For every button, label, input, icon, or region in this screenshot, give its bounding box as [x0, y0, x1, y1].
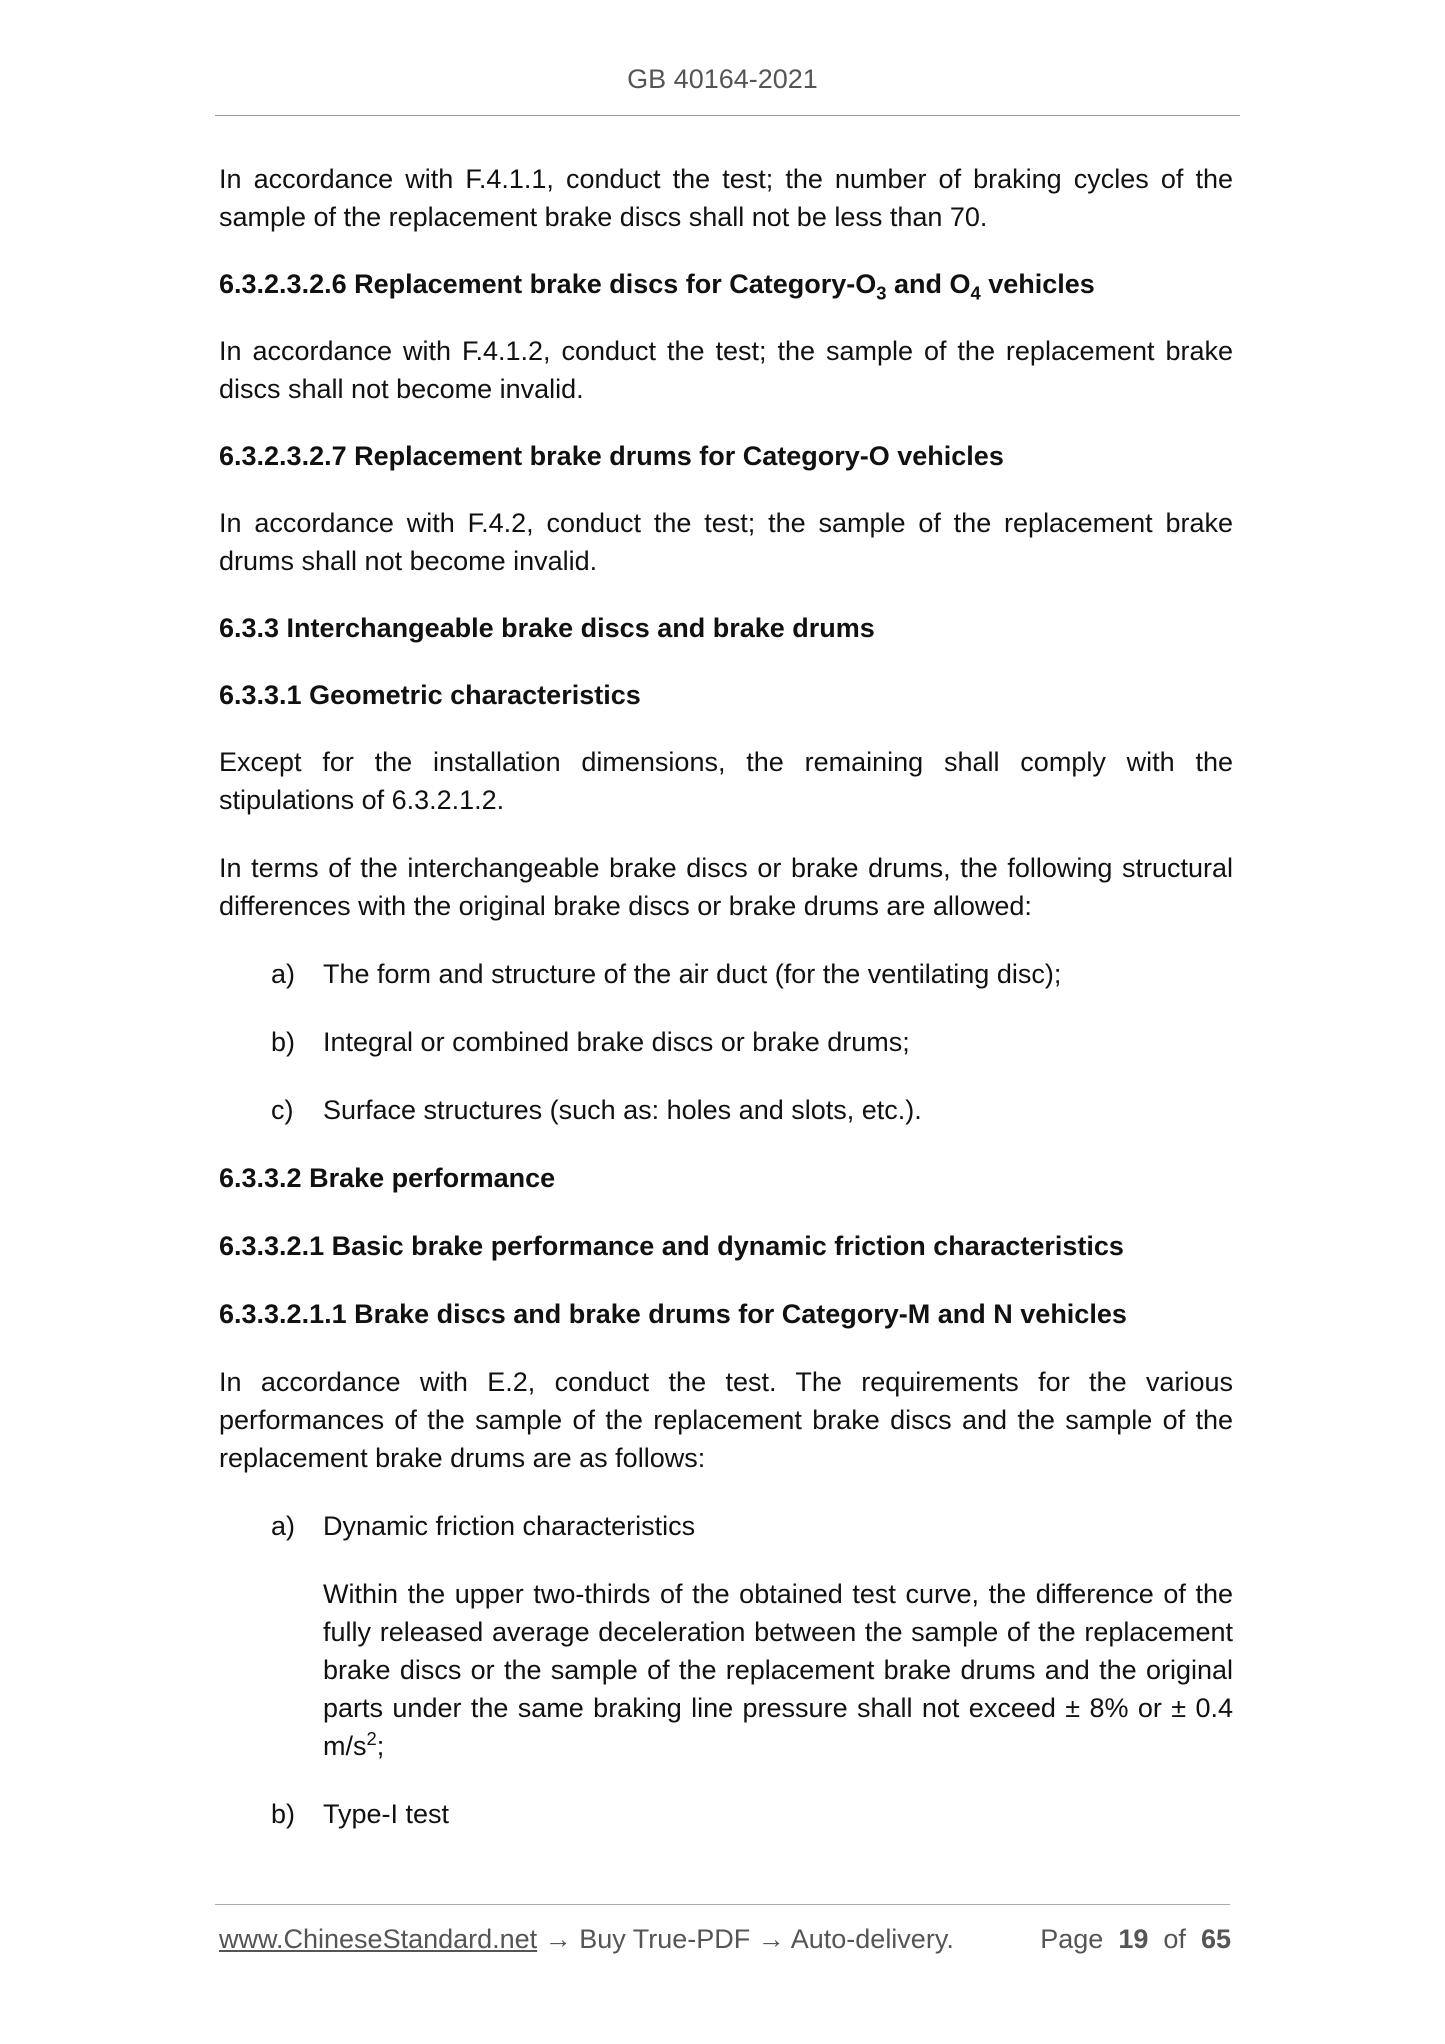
list-item-text: The form and structure of the air duct (for the ventilating disc); — [323, 959, 1062, 989]
list-item — [219, 1091, 1233, 1129]
heading-6-3-2-3-2-6 — [219, 265, 1233, 303]
heading-6-3-3-1: 6.3.3.1 Geometric characteristics — [219, 680, 641, 710]
paragraph-e-2: In accordance with E.2, conduct the test. The requirements for the various performances of the sample of the replacement brake discs and the sample of the replacement brake drums are as follows: — [219, 1367, 1233, 1473]
list-item-text: Dynamic friction characteristics — [323, 1511, 696, 1541]
header-divider — [215, 115, 1240, 116]
page-word: Page — [1040, 1924, 1104, 1954]
paragraph-f-4-1-2: In accordance with F.4.1.2, conduct the test; the sample of the replacement brake discs shall not become invalid. — [219, 336, 1233, 404]
list-item — [219, 1795, 1233, 1833]
footer-promo — [219, 1924, 954, 1955]
list-marker: c) — [271, 1095, 294, 1125]
total-pages: 65 — [1200, 1924, 1231, 1954]
list-item — [219, 1507, 1233, 1545]
list-item — [219, 1023, 1233, 1061]
paragraph-deceleration-requirement — [219, 1575, 1233, 1765]
page-body — [219, 160, 1233, 1833]
list-marker: b) — [271, 1799, 296, 1829]
heading-text-end: vehicles — [980, 269, 1095, 299]
heading-text-mid: and O — [886, 269, 971, 299]
paragraph-structural-differences: In terms of the interchangeable brake discs or brake drums, the following structural differences with the original brake discs or brake drums are allowed: — [219, 853, 1233, 921]
subscript-4: 4 — [970, 282, 981, 304]
superscript-2: 2 — [366, 1728, 377, 1749]
website-link[interactable]: www.ChineseStandard.net — [219, 1924, 538, 1954]
heading-6-3-3-2-1-1: 6.3.3.2.1.1 Brake discs and brake drums for Category-M and N vehicles — [219, 1299, 1127, 1329]
list-marker: b) — [271, 1027, 296, 1057]
promo-text: → Buy True-PDF → Auto-delivery. — [537, 1924, 954, 1954]
of-word: of — [1163, 1924, 1186, 1954]
list-item-text: Type-I test — [323, 1799, 450, 1829]
heading-6-3-2-3-2-7: 6.3.2.3.2.7 Replacement brake drums for Category-O vehicles — [219, 441, 1004, 471]
heading-6-3-3-2-1: 6.3.3.2.1 Basic brake performance and dynamic friction characteristics — [219, 1231, 1124, 1261]
page-indicator — [1040, 1924, 1231, 1955]
heading-6-3-3-2: 6.3.3.2 Brake performance — [219, 1163, 556, 1193]
paragraph-text: Within the upper two-thirds of the obtained test curve, the difference of the fully released average deceleration between the sample of the replacement brake discs or the sample of the replacement brake drums and the original parts under the same braking line pressure shall not exceed ± 8% or ± 0.4 m/s — [323, 1579, 1233, 1761]
heading-text: 6.3.2.3.2.6 Replacement brake discs for Category-O — [219, 269, 877, 299]
heading-6-3-3: 6.3.3 Interchangeable brake discs and brake drums — [219, 613, 875, 643]
paragraph-installation-dimensions: Except for the installation dimensions, the remaining shall comply with the stipulations of 6.3.2.1.2. — [219, 747, 1233, 815]
page-number: 19 — [1118, 1924, 1149, 1954]
list-item-text: Integral or combined brake discs or brake drums; — [323, 1027, 910, 1057]
list-marker: a) — [271, 959, 296, 989]
paragraph-f-4-2: In accordance with F.4.2, conduct the test; the sample of the replacement brake drums shall not become invalid. — [219, 508, 1233, 576]
list-item-text: Surface structures (such as: holes and slots, etc.). — [323, 1095, 922, 1125]
footer-divider — [215, 1904, 1230, 1905]
subscript-3: 3 — [876, 282, 887, 304]
paragraph-braking-cycles: In accordance with F.4.1.1, conduct the test; the number of braking cycles of the sample of the replacement brake discs shall not be less than 70. — [219, 164, 1233, 232]
list-item — [219, 955, 1233, 993]
page-header — [0, 64, 1445, 95]
document-id: GB 40164-2021 — [627, 64, 818, 94]
paragraph-end: ; — [376, 1731, 385, 1761]
list-marker: a) — [271, 1511, 296, 1541]
